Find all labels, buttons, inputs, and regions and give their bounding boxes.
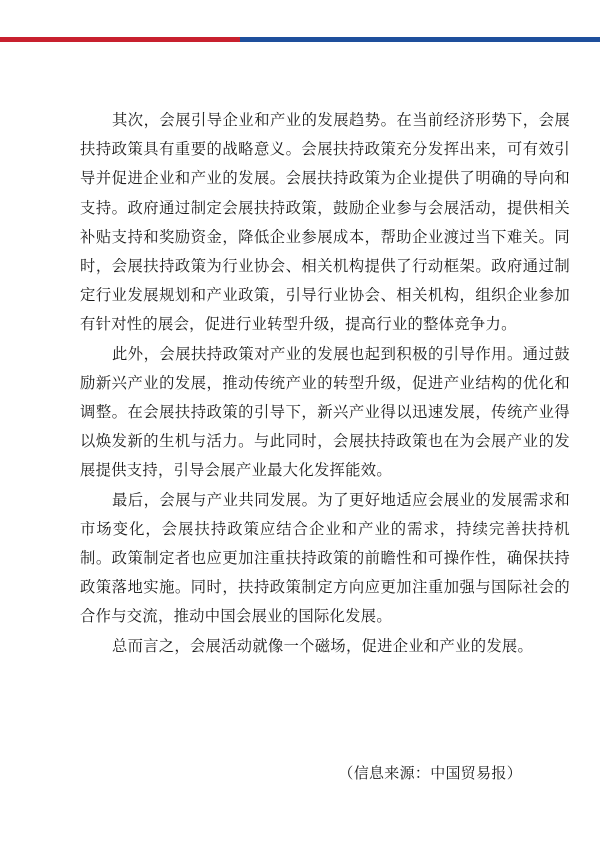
article-body bbox=[80, 106, 570, 661]
source-attribution: （信息来源：中国贸易报） bbox=[338, 764, 522, 782]
accent-bar-red-segment bbox=[0, 37, 240, 42]
accent-bar-blue-segment bbox=[240, 37, 600, 42]
article-paragraph: 其次，会展引导企业和产业的发展趋势。在当前经济形势下，会展扶持政策具有重要的战略意义。会展扶持政策充分发挥出来，可有效引导并促进企业和产业的发展。会展扶持政策为企业提供了明确的导向和支持。政府通过制定会展扶持政策，鼓励企业参与会展活动，提供相关补贴支持和奖励资金，降低企业参展成本，帮助企业渡过当下难关。同时，会展扶持政策为行业协会、相关机构提供了行动框架。政府通过制定行业发展规划和产业政策，引导行业协会、相关机构，组织企业参加有针对性的展会，促进行业转型升级，提高行业的整体竞争力。 bbox=[80, 111, 570, 334]
article-paragraph: 最后，会展与产业共同发展。为了更好地适应会展业的发展需求和市场变化，会展扶持政策应结合企业和产业的需求，持续完善扶持机制。政策制定者也应更加注重扶持政策的前瞻性和可操作性，确保扶持政策落地实施。同时，扶持政策制定方向应更加注重加强与国际社会的合作与交流，推动中国会展业的国际化发展。 bbox=[80, 490, 570, 626]
header-accent-bar bbox=[0, 37, 600, 42]
article-paragraph: 此外，会展扶持政策对产业的发展也起到积极的引导作用。通过鼓励新兴产业的发展，推动传统产业的转型升级，促进产业结构的优化和调整。在会展扶持政策的引导下，新兴产业得以迅速发展，传统产业得以焕发新的生机与活力。与此同时，会展扶持政策也在为会展产业的发展提供支持，引导会展产业最大化发挥能效。 bbox=[80, 344, 570, 480]
article-paragraph: 总而言之，会展活动就像一个磁场，促进企业和产业的发展。 bbox=[112, 636, 534, 655]
